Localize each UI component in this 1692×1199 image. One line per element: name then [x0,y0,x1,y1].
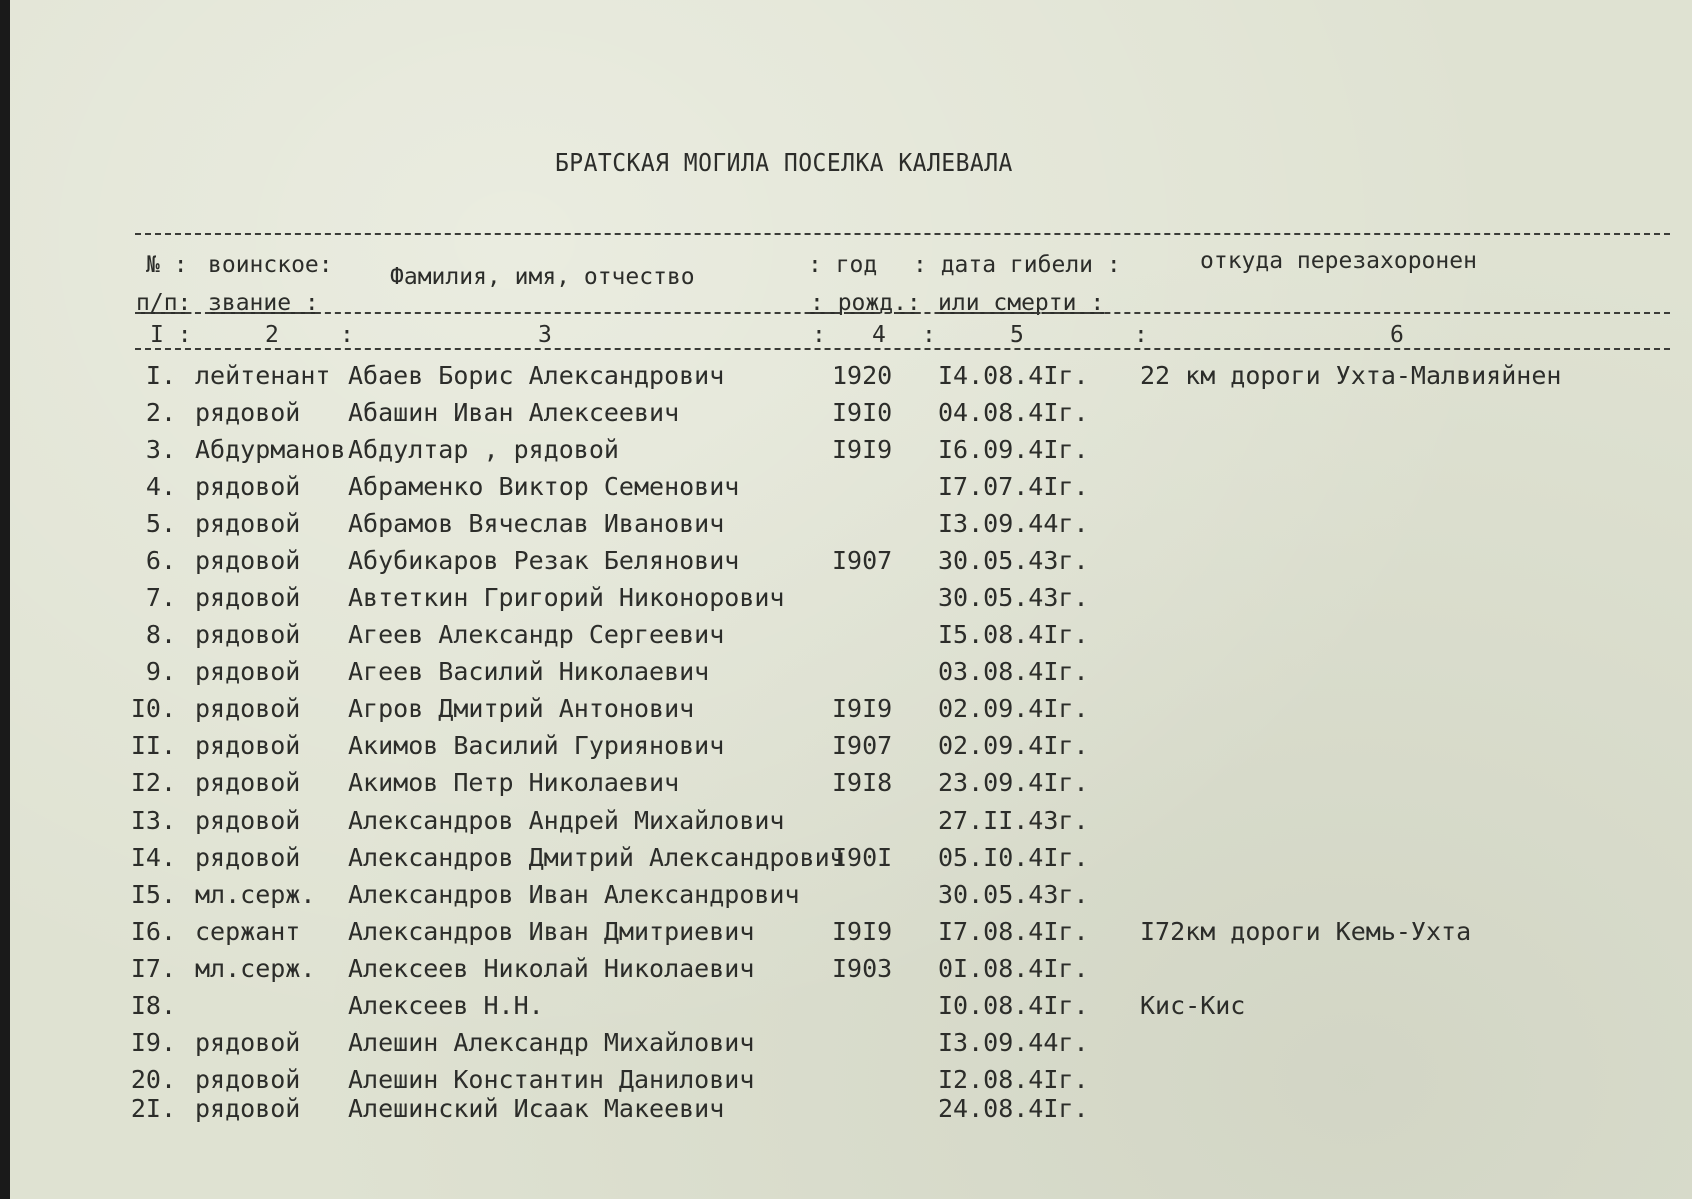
row-number: 9. [145,657,176,686]
row-rank: мл.серж. [195,954,316,983]
header-bottom-rule [135,312,1670,314]
row-birth-year: I90I [832,843,893,872]
row-death-date: I6.09.4Iг. [938,435,1089,464]
header-name-label: Фамилия, имя, отчество [390,264,695,290]
row-name: Алешин Константин Данилович [348,1065,755,1094]
table-top-rule [135,233,1670,235]
row-name: Алешин Александр Михайлович [348,1028,755,1057]
row-birth-year: I903 [832,954,893,983]
row-birth-year: I9I8 [832,768,893,797]
row-death-date: 24.08.4Iг. [938,1094,1089,1123]
row-name: Алексеев Николай Николаевич [348,954,755,983]
header-date-label: : дата гибели : [913,252,1121,278]
row-number: I6. [130,917,176,946]
colnum-4: 4 [872,322,886,348]
row-name: Акимов Василий Гуриянович [348,731,725,760]
row-number: 3. [145,435,176,464]
header-rank-label: воинское: [208,252,333,278]
row-death-date: 23.09.4Iг. [938,768,1089,797]
row-number: 5. [145,509,176,538]
row-rank: рядовой [195,1065,301,1094]
row-death-date: 30.05.43г. [938,583,1089,612]
row-death-date: I5.08.4Iг. [938,620,1089,649]
row-death-date: 03.08.4Iг. [938,657,1089,686]
row-reburial-origin: I72км дороги Кемь-Ухта [1140,917,1472,946]
colnum-2: 2 [265,322,279,348]
colnum-3: 3 [538,322,552,348]
row-name: Александров Дмитрий Александрович [348,843,845,872]
header-origin-label: откуда перезахоронен [1200,248,1477,274]
colnum-5: 5 [1010,322,1024,348]
colnum-1: I : [150,322,192,348]
row-number: I7. [130,954,176,983]
row-death-date: I7.08.4Iг. [938,917,1089,946]
row-death-date: 30.05.43г. [938,880,1089,909]
row-name: Александров Иван Александрович [348,880,800,909]
row-birth-year: I9I9 [832,435,893,464]
row-death-date: 0I.08.4Iг. [938,954,1089,983]
row-rank: мл.серж. [195,880,316,909]
row-rank: лейтенант [195,361,331,390]
row-name: Алексеев Н.Н. [348,991,544,1020]
colnum-sep-1: : [340,322,354,348]
row-rank: рядовой [195,806,301,835]
row-birth-year: I907 [832,731,893,760]
row-name: Абдултар , рядовой [348,435,619,464]
row-rank: рядовой [195,694,301,723]
row-death-date: I7.07.4Iг. [938,472,1089,501]
colnum-sep-3: : [922,322,936,348]
row-name: Абубикаров Резак Белянович [348,546,740,575]
row-rank: рядовой [195,657,301,686]
row-birth-year: I9I9 [832,694,893,723]
row-name: Александров Андрей Михайлович [348,806,785,835]
row-rank: рядовой [195,398,301,427]
row-reburial-origin: 22 км дороги Ухта-Малвияйнен [1140,361,1562,390]
row-number: I3. [130,806,176,835]
row-number: II. [130,731,176,760]
document-sheet [10,0,1692,1199]
row-rank: рядовой [195,843,301,872]
row-birth-year: I9I9 [832,917,893,946]
row-number: I8. [130,991,176,1020]
row-number: 4. [145,472,176,501]
row-number: I0. [130,694,176,723]
row-number: 2I. [130,1094,176,1123]
row-death-date: 04.08.4Iг. [938,398,1089,427]
row-number: I4. [130,843,176,872]
row-death-date: I2.08.4Iг. [938,1065,1089,1094]
row-rank: рядовой [195,731,301,760]
header-date-sub: или смерти : [938,290,1105,316]
row-name: Акимов Петр Николаевич [348,768,680,797]
row-name: Агеев Василий Николаевич [348,657,710,686]
row-name: Александров Иван Дмитриевич [348,917,755,946]
document-title: БРАТСКАЯ МОГИЛА ПОСЕЛКА КАЛЕВАЛА [555,148,1013,177]
row-rank: рядовой [195,583,301,612]
row-name: Абрамов Вячеслав Иванович [348,509,725,538]
header-number-label: № : [146,252,188,278]
row-number: 7. [145,583,176,612]
row-rank: рядовой [195,546,301,575]
row-name: Агеев Александр Сергеевич [348,620,725,649]
row-name: Алешинский Исаак Макеевич [348,1094,725,1123]
header-year-sub: : рожд.: [810,290,921,316]
row-death-date: I3.09.44г. [938,1028,1089,1057]
row-name: Абашин Иван Алексеевич [348,398,680,427]
row-rank: рядовой [195,768,301,797]
row-death-date: I3.09.44г. [938,509,1089,538]
row-name: Автеткин Григорий Никонорович [348,583,785,612]
row-death-date: I4.08.4Iг. [938,361,1089,390]
row-death-date: 30.05.43г. [938,546,1089,575]
row-reburial-origin: Кис-Кис [1140,991,1246,1020]
row-rank: рядовой [195,1028,301,1057]
header-number-sub: п/п: [136,290,192,316]
colnum-sep-2: : [812,322,826,348]
row-birth-year: I9I0 [832,398,893,427]
row-birth-year: 1920 [832,361,893,390]
colnum-sep-4: : [1134,322,1148,348]
row-number: I. [145,361,176,390]
row-rank: рядовой [195,1094,301,1123]
row-death-date: 05.I0.4Iг. [938,843,1089,872]
row-death-date: 02.09.4Iг. [938,731,1089,760]
header-year-label: : год [808,252,878,278]
row-number: I9. [130,1028,176,1057]
row-rank: сержант [195,917,301,946]
row-rank: рядовой [195,472,301,501]
row-number: I5. [130,880,176,909]
row-rank: рядовой [195,509,301,538]
row-name: Агров Дмитрий Антонович [348,694,695,723]
row-number: I2. [130,768,176,797]
row-death-date: 02.09.4Iг. [938,694,1089,723]
colnum-6: 6 [1390,322,1404,348]
colnum-bottom-rule [135,348,1670,350]
header-rank-sub: звание : [208,290,319,316]
row-number: 2. [145,398,176,427]
row-death-date: I0.08.4Iг. [938,991,1089,1020]
row-number: 20. [130,1065,176,1094]
row-rank: Абдурманов [195,435,346,464]
row-birth-year: I907 [832,546,893,575]
row-number: 8. [145,620,176,649]
row-death-date: 27.II.43г. [938,806,1089,835]
row-name: Абраменко Виктор Семенович [348,472,740,501]
row-number: 6. [145,546,176,575]
row-name: Абаев Борис Александрович [348,361,725,390]
row-rank: рядовой [195,620,301,649]
